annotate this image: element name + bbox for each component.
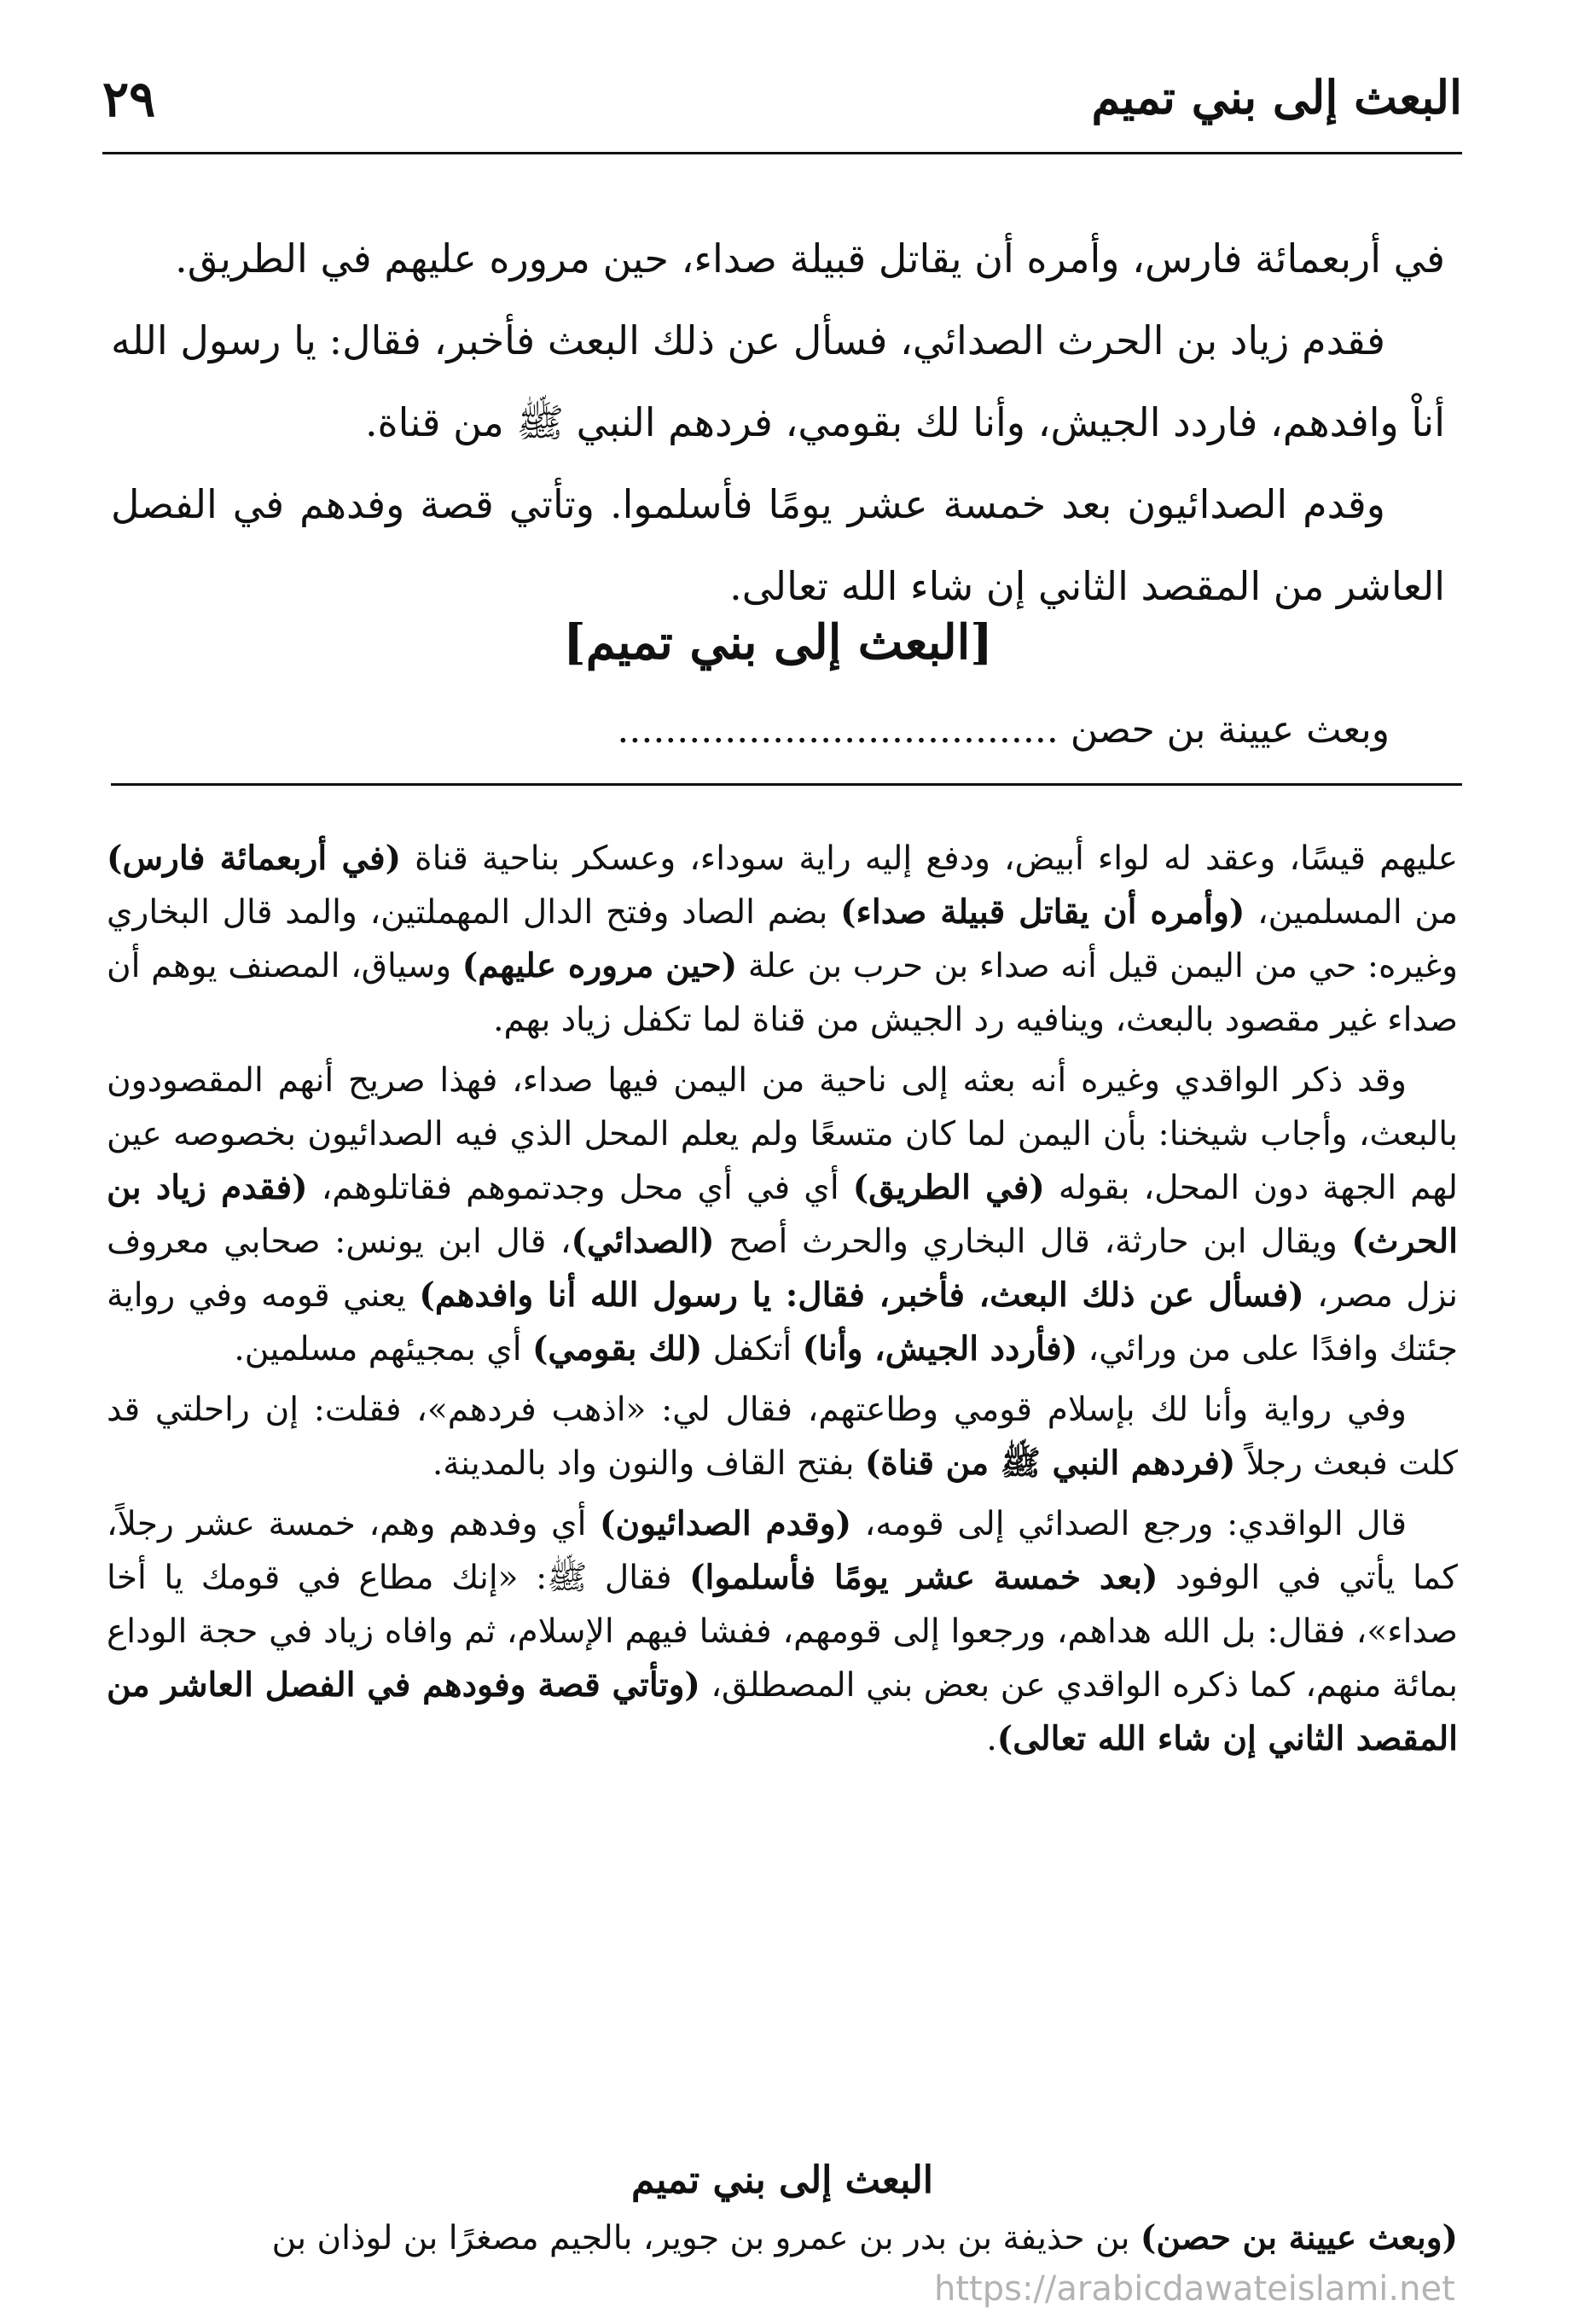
quoted-phrase: (فسأل عن ذلك البعث، فأخبر، فقال: يا رسول الله أنا وافدهم) <box>419 1275 1304 1315</box>
main-paragraph-3: وقدم الصدائيون بعد خمسة عشر يومًا فأسلموا. وتأتي قصة وفدهم في الفصل العاشر من المقصد الثاني إن شاء الله تعالى. <box>111 481 1445 609</box>
commentary-last-line: (وبعث عيينة بن حصن) بن حذيفة بن بدر بن عمرو بن جوير، بالجيم مصغرًا بن لوذان بن <box>271 2218 1458 2257</box>
commentary-paragraph-3: وفي رواية وأنا لك بإسلام قومي وطاعتهم، فقال لي: «اذهب فردهم»، فقلت: إن راحلتي قد كلت فبعث رجلاً (فردهم النبي ﷺ من قناة) بفتح القاف والنون واد بالمدينة. <box>107 1391 1458 1483</box>
catchline: وبعث عيينة بن حصن ..................................... <box>617 708 1390 752</box>
running-title: البعث إلى بني تميم <box>1091 70 1462 125</box>
quoted-phrase: (بعد خمسة عشر يومًا فأسلموا) <box>689 1558 1158 1597</box>
quoted-phrase: (وأمره أن يقاتل قبيلة صداء) <box>840 892 1245 932</box>
quoted-phrase: (الصدائي) <box>571 1222 715 1261</box>
quoted-phrase: (في أربعمائة فارس) <box>107 839 402 878</box>
header-rule <box>102 152 1462 154</box>
main-paragraph-1: في أربعمائة فارس، وأمره أن يقاتل قبيلة صداء، حين مروره عليهم في الطريق. <box>175 235 1445 282</box>
commentary-text <box>107 832 1458 1773</box>
page-header <box>102 70 1462 147</box>
watermark-url: https://arabicdawateislami.net <box>934 2269 1455 2309</box>
commentary-paragraph-4: قال الواقدي: ورجع الصدائي إلى قومه، (وقدم الصدائيون) أي وفدهم وهم، خمسة عشر رجلاً، كما يأتي في الوفود (بعد خمسة عشر يومًا فأسلموا) فقال ﷺ: «إنك مطاع في قومك يا أخا صداء»، فقال: بل الله هداهم، ورجعوا إلى قومهم، ففشا فيهم الإسلام، ثم وافاه زياد في حجة الوداع بمائة منهم، كما ذكره الواقدي عن بعض بني المصطلق، (وتأتي قصة وفودهم في الفصل العاشر من المقصد الثاني إن شاء الله تعالى). <box>107 1504 1458 1758</box>
commentary-paragraph-2: وقد ذكر الواقدي وغيره أنه بعثه إلى ناحية من اليمن فيها صداء، فهذا صريح أنهم المقصودون بالبعث، وأجاب شيخنا: بأن اليمن لما كان متسعًا ولم يعلم المحل الذي فيه الصدائيون بخصوصه عين لهم الجهة دون المحل، بقوله (في الطريق) أي في أي محل وجدتموهم فقاتلوهم، (فقدم زياد بن الحرث) ويقال ابن حارثة، قال البخاري والحرث أصح (الصدائي)، قال ابن يونس: صحابي معروف نزل مصر، (فسأل عن ذلك البعث، فأخبر، فقال: يا رسول الله أنا وافدهم) يعني قومه وفي رواية جئتك وافدًا على من ورائي، (فأردد الجيش، وأنا) أتكفل (لك بقومي) أي بمجيئهم مسلمين. <box>107 1061 1459 1368</box>
quoted-phrase: (لك بقومي) <box>531 1329 703 1368</box>
commentary-paragraph-1: عليهم قيسًا، وعقد له لواء أبيض، ودفع إليه راية سوداء، وعسكر بناحية قناة (في أربعمائة فارس) من المسلمين، (وأمره أن يقاتل قبيلة صداء) بضم الصاد وفتح الدال المهملتين، والمد قال البخاري وغيره: حي من اليمن قيل أنه صداء بن حرب بن علة (حين مروره عليهم) وسياق، المصنف يوهم أن صداء غير مقصود بالبعث، وينافيه رد الجيش من قناة لما تكفل زياد بهم. <box>107 839 1458 1039</box>
quoted-phrase: (وقدم الصدائيون) <box>600 1504 852 1543</box>
quoted-phrase: (وتأتي قصة وفودهم في الفصل العاشر من المقصد الثاني إن شاء الله تعالى) <box>107 1665 1458 1758</box>
page-number: ٢٩ <box>102 70 156 128</box>
quoted-phrase: (وبعث عيينة بن حصن) <box>1140 2218 1458 2257</box>
main-paragraph-2: فقدم زياد بن الحرث الصدائي، فسأل عن ذلك البعث فأخبر، فقال: يا رسول الله أناْ وافدهم، فاردد الجيش، وأنا لك بقومي، فردهم النبي ﷺ من قناة. <box>111 317 1445 445</box>
main-text <box>111 218 1445 627</box>
quoted-phrase: (فقدم زياد بن الحرث) <box>107 1168 1458 1261</box>
quoted-phrase: (حين مروره عليهم) <box>461 946 738 985</box>
section-separator <box>111 783 1462 786</box>
quoted-phrase: (في الطريق) <box>852 1168 1045 1207</box>
commentary-heading: البعث إلى بني تميم <box>630 2158 934 2202</box>
quoted-phrase: (فأردد الجيش، وأنا) <box>802 1329 1078 1368</box>
quoted-phrase: (فردهم النبي ﷺ من قناة) <box>864 1444 1236 1483</box>
section-heading: [البعث إلى بني تميم] <box>563 614 993 671</box>
